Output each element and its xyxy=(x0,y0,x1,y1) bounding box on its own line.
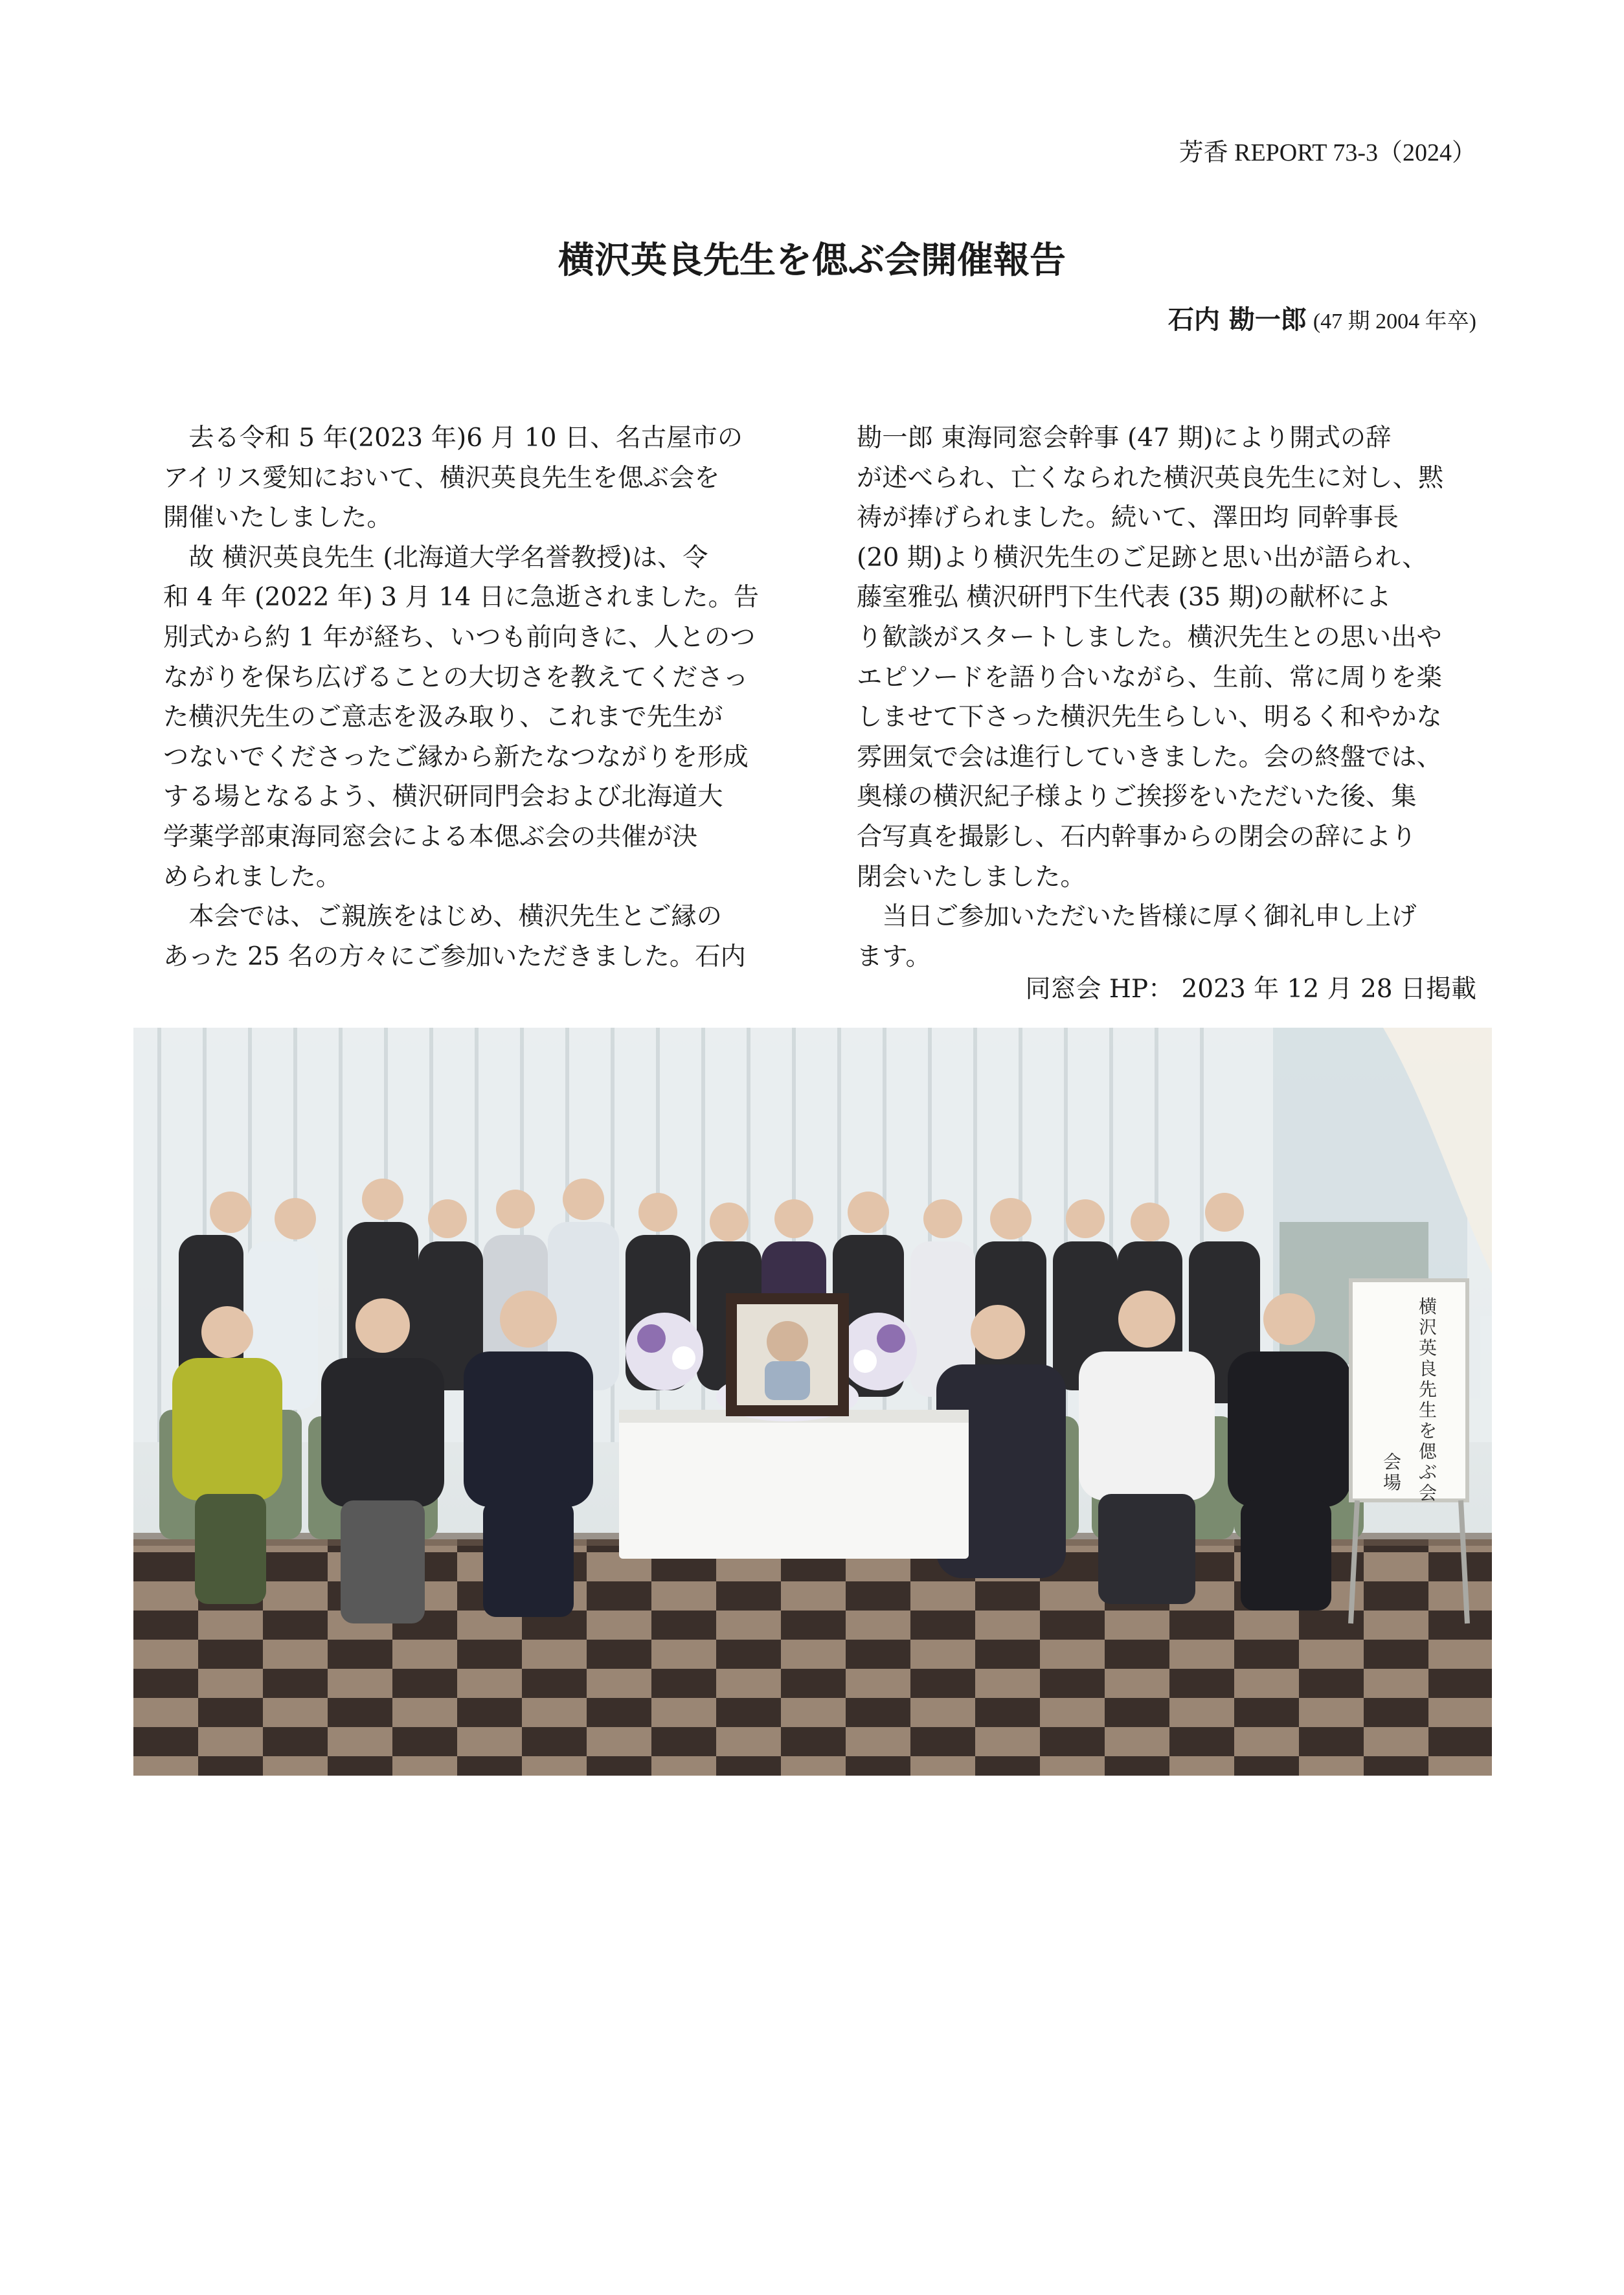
text-line: 勘一郎 東海同窓会幹事 (47 期)により開式の辞 xyxy=(857,424,1392,453)
text-line: 祷が捧げられました。続いて、澤田均 同幹事長 xyxy=(857,503,1399,533)
posted-note: 同窓会 HP： 2023 年 12 月 28 日掲載 xyxy=(1025,975,1476,1004)
text-line: 学薬学部東海同窓会による本偲ぶ会の共催が決 xyxy=(163,822,698,852)
text-line: エピソードを語り合いながら、生前、常に周りを楽 xyxy=(857,662,1442,692)
text-line: 合写真を撮影し、石内幹事からの閉会の辞により xyxy=(857,822,1417,852)
left-column xyxy=(163,418,782,977)
right-column xyxy=(857,418,1476,977)
text-line: アイリス愛知において、横沢英良先生を偲ぶ会を xyxy=(163,463,720,493)
group-photo xyxy=(133,1028,1492,1776)
signboard-text-col-1: 横沢英良先生を偲ぶ会 xyxy=(1419,1296,1438,1504)
text-line: する場となるよう、横沢研同門会および北海道大 xyxy=(163,782,723,812)
memorial-portrait xyxy=(726,1293,849,1416)
group-photo-illustration xyxy=(133,1028,1492,1776)
text-line: あった 25 名の方々にご参加いただきました。石内 xyxy=(163,942,746,971)
text-line: り歓談がスタートしました。横沢先生との思い出や xyxy=(857,622,1442,652)
author-name: 石内 勘一郎 xyxy=(1167,305,1307,335)
text-line: 去る令和 5 年(2023 年)6 月 10 日、名古屋市の xyxy=(163,424,743,453)
text-line: ながりを保ち広げることの大切さを教えてくださっ xyxy=(163,662,749,692)
text-line: ます。 xyxy=(857,942,931,971)
text-line: 別式から約 1 年が経ち、いつも前向きに、人とのつ xyxy=(163,622,756,652)
text-line: められました。 xyxy=(163,862,342,892)
text-line: 閉会いたしました。 xyxy=(857,862,1086,892)
text-line: 当日ご参加いただいた皆様に厚く御礼申し上げ xyxy=(857,902,1417,932)
text-line: 奥様の横沢紀子様よりご挨拶をいただいた後、集 xyxy=(857,782,1417,812)
text-line: 本会では、ご親族をはじめ、横沢先生とご縁の xyxy=(163,902,722,932)
text-line: 開催いたしました。 xyxy=(163,503,392,533)
text-line: 故 横沢英良先生 (北海道大学名誉教授)は、令 xyxy=(163,543,708,572)
text-line: が述べられ、亡くなられた横沢英良先生に対し、黙 xyxy=(857,463,1444,493)
text-line: た横沢先生のご意志を汲み取り、これまで先生が xyxy=(163,703,723,732)
text-line: 和 4 年 (2022 年) 3 月 14 日に急逝されました。告 xyxy=(163,583,760,613)
text-line: しませて下さった横沢先生らしい、明るく和やかな xyxy=(857,703,1442,732)
running-head: 芳香 REPORT 73-3（2024） xyxy=(1179,139,1476,166)
author-affiliation: (47 期 2004 年卒) xyxy=(1313,310,1476,334)
text-line: (20 期)より横沢先生のご足跡と思い出が語られ、 xyxy=(857,543,1428,572)
text-line: 雰囲気で会は進行していきました。会の終盤では、 xyxy=(857,742,1442,772)
article-title: 横沢英良先生を偲ぶ会開催報告 xyxy=(558,240,1066,282)
text-line: つないでくださったご縁から新たなつながりを形成 xyxy=(163,742,749,772)
byline xyxy=(1168,299,1476,336)
signboard-text-col-2: 会場 xyxy=(1383,1451,1402,1493)
text-line: 藤室雅弘 横沢研門下生代表 (35 期)の献杯によ xyxy=(857,583,1392,613)
